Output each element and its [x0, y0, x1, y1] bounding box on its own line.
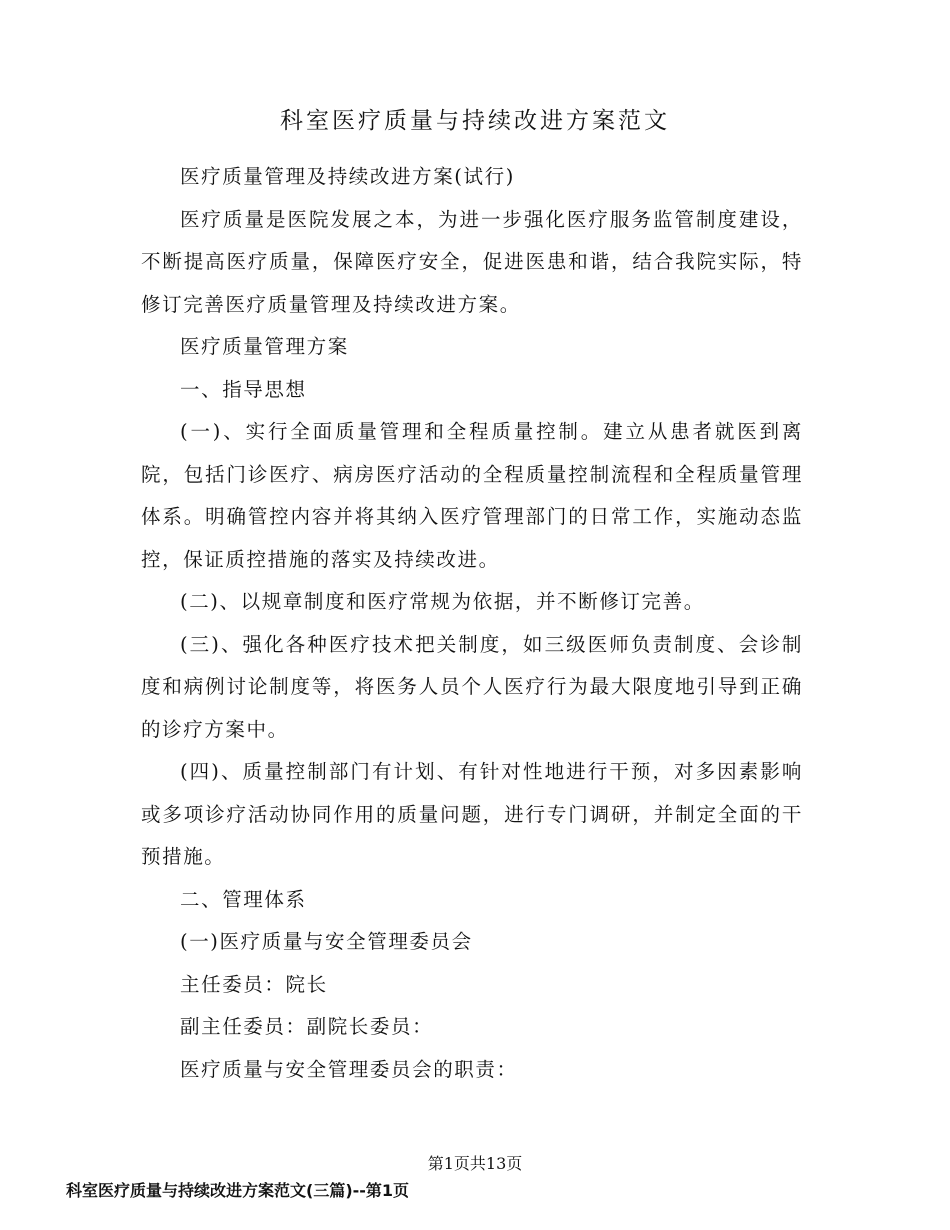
document-footer: 科室医疗质量与持续改进方案范文(三篇)--第1页 — [66, 1181, 410, 1200]
paragraph: (三)、强化各种医疗技术把关制度，如三级医师负责制度、会诊制度和病例讨论制度等，将医务人员个人医疗行为最大限度地引导到正确的诊疗方案中。 — [141, 632, 803, 741]
paragraph: 医疗质量管理方案 — [180, 335, 349, 358]
paragraph: (一)、实行全面质量管理和全程质量控制。建立从患者就医到离院，包括门诊医疗、病房医疗活动的全程质量控制流程和全程质量管理体系。明确管控内容并将其纳入医疗管理部门的日常工作，实施动态监控，保证质控措施的落实及持续改进。 — [141, 420, 803, 571]
paragraph: (一)医疗质量与安全管理委员会 — [180, 930, 473, 953]
paragraph: 医疗质量管理及持续改进方案(试行) — [180, 165, 515, 188]
paragraph: 二、管理体系 — [180, 887, 307, 911]
paragraph: 医疗质量是医院发展之本，为进一步强化医疗服务监管制度建设，不断提高医疗质量，保障医疗安全，促进医患和谐，结合我院实际，特修订完善医疗质量管理及持续改进方案。 — [141, 207, 803, 316]
paragraph: 主任委员：院长 — [180, 972, 328, 996]
paragraph: 副主任委员：副院长委员： — [180, 1015, 434, 1038]
paragraph: 一、指导思想 — [180, 377, 307, 401]
paragraph: (四)、质量控制部门有计划、有针对性地进行干预，对多因素影响或多项诊疗活动协同作用的质量问题，进行专门调研，并制定全面的干预措施。 — [141, 760, 803, 868]
page-number: 第1页共13页 — [427, 1154, 523, 1173]
document-title: 科室医疗质量与持续改进方案范文 — [280, 108, 670, 134]
paragraph: (二)、以规章制度和医疗常规为依据，并不断修订完善。 — [180, 590, 705, 613]
paragraph: 医疗质量与安全管理委员会的职责： — [180, 1057, 518, 1081]
document-body — [141, 156, 803, 1091]
